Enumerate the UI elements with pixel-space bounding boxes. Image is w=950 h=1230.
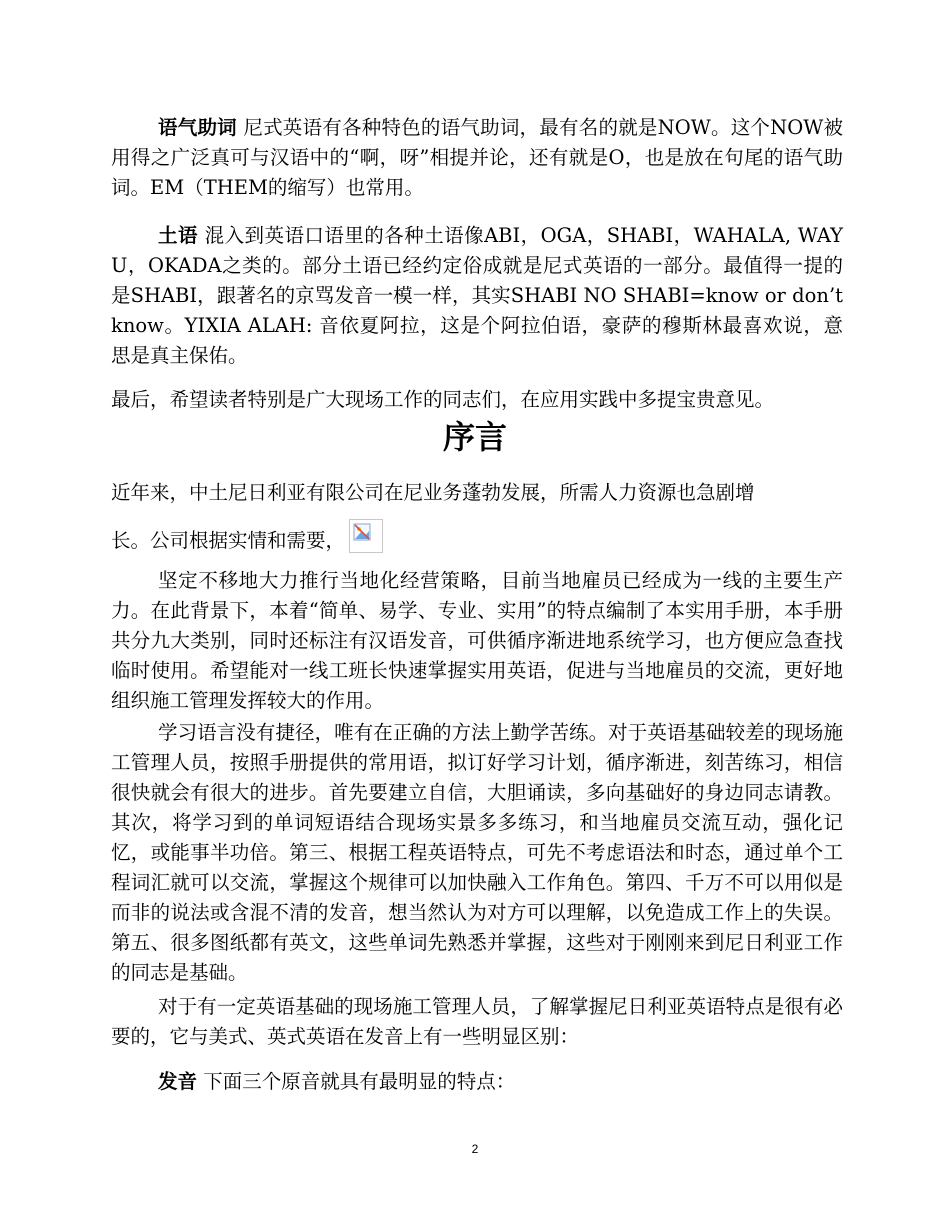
paragraph-local-words [111, 221, 843, 371]
closing-line: 最后，希望读者特别是广大现场工作的同志们，在应用实践中多提宝贵意见。 [111, 388, 775, 411]
preface-title: 序言 [442, 418, 507, 456]
preface-para1-line2 [111, 519, 843, 556]
paragraph-particles [111, 113, 843, 203]
pronunciation-text: 下面三个原音就具有最明显的特点： [197, 1070, 516, 1093]
paragraph-pronunciation [111, 1067, 843, 1097]
pronunciation-lead: 发音 [158, 1070, 198, 1093]
local-words-lead: 土语 [158, 224, 198, 247]
local-words-text: 混入到英语口语里的各种土语像ABI，OGA，SHABI，WAHALA, WAYU，OKADA之类的。部分土语已经约定俗成就是尼式英语的一部分。最值得一提的是SHABI，跟著名的京骂发音一模一样，其实SHABI NO SHABI=know or don’t know。YIXIA ALAH: 音依夏阿拉，这是个阿拉伯语，豪萨的穆斯林最喜欢说，意思是真主保佑。 [111, 224, 843, 367]
particles-lead: 语气助词 [158, 116, 237, 139]
preface-para4: 对于有一定英语基础的现场施工管理人员，了解掌握尼日利亚英语特点是很有必要的，它与美式、英式英语在发音上有一些明显区别： [111, 995, 843, 1048]
preface-para3: 学习语言没有捷径，唯有在正确的方法上勤学苦练。对于英语基础较差的现场施工管理人员，按照手册提供的常用语，拟订好学习计划，循序渐进，刻苦练习，相信很快就会有很大的进步。首先要建立自信，大胆诵读，多向基础好的身边同志请教。其次，将学习到的单词短语结合现场实景多多练习，和当地雇员交流互动，强化记忆，或能事半功倍。第三、根据工程英语特点，可先不考虑语法和时态，通过单个工程词汇就可以交流，掌握这个规律可以加快融入工作角色。第四、千万不可以用似是而非的说法或含混不清的发音，想当然认为对方可以理解，以免造成工作上的失误。第五、很多图纸都有英文，这些单词先熟悉并掌握，这些对于刚刚来到尼日利亚工作的同志是基础。 [111, 721, 843, 984]
broken-image-icon [349, 519, 383, 553]
particles-text: 尼式英语有各种特色的语气助词，最有名的就是NOW。这个NOW被用得之广泛真可与汉语中的“啊，呀”相提并论，还有就是O，也是放在句尾的语气助词。EM（THEM的缩写）也常用。 [111, 116, 843, 199]
preface-para2: 坚定不移地大力推行当地化经营策略，目前当地雇员已经成为一线的主要生产力。在此背景下，本着“简单、易学、专业、实用”的特点编制了本实用手册，本手册共分九大类别，同时还标注有汉语发音，可供循序渐进地系统学习，也方便应急查找临时使用。希望能对一线工班长快速掌握实用英语，促进与当地雇员的交流，更好地组织施工管理发挥较大的作用。 [111, 569, 843, 712]
preface-para1-line1: 近年来，中土尼日利亚有限公司在尼业务蓬勃发展，所需人力资源也急剧增 [111, 481, 755, 504]
preface-para1-line2-text: 长。公司根据实情和需要， [111, 529, 346, 552]
page-number: 2 [471, 1142, 479, 1156]
